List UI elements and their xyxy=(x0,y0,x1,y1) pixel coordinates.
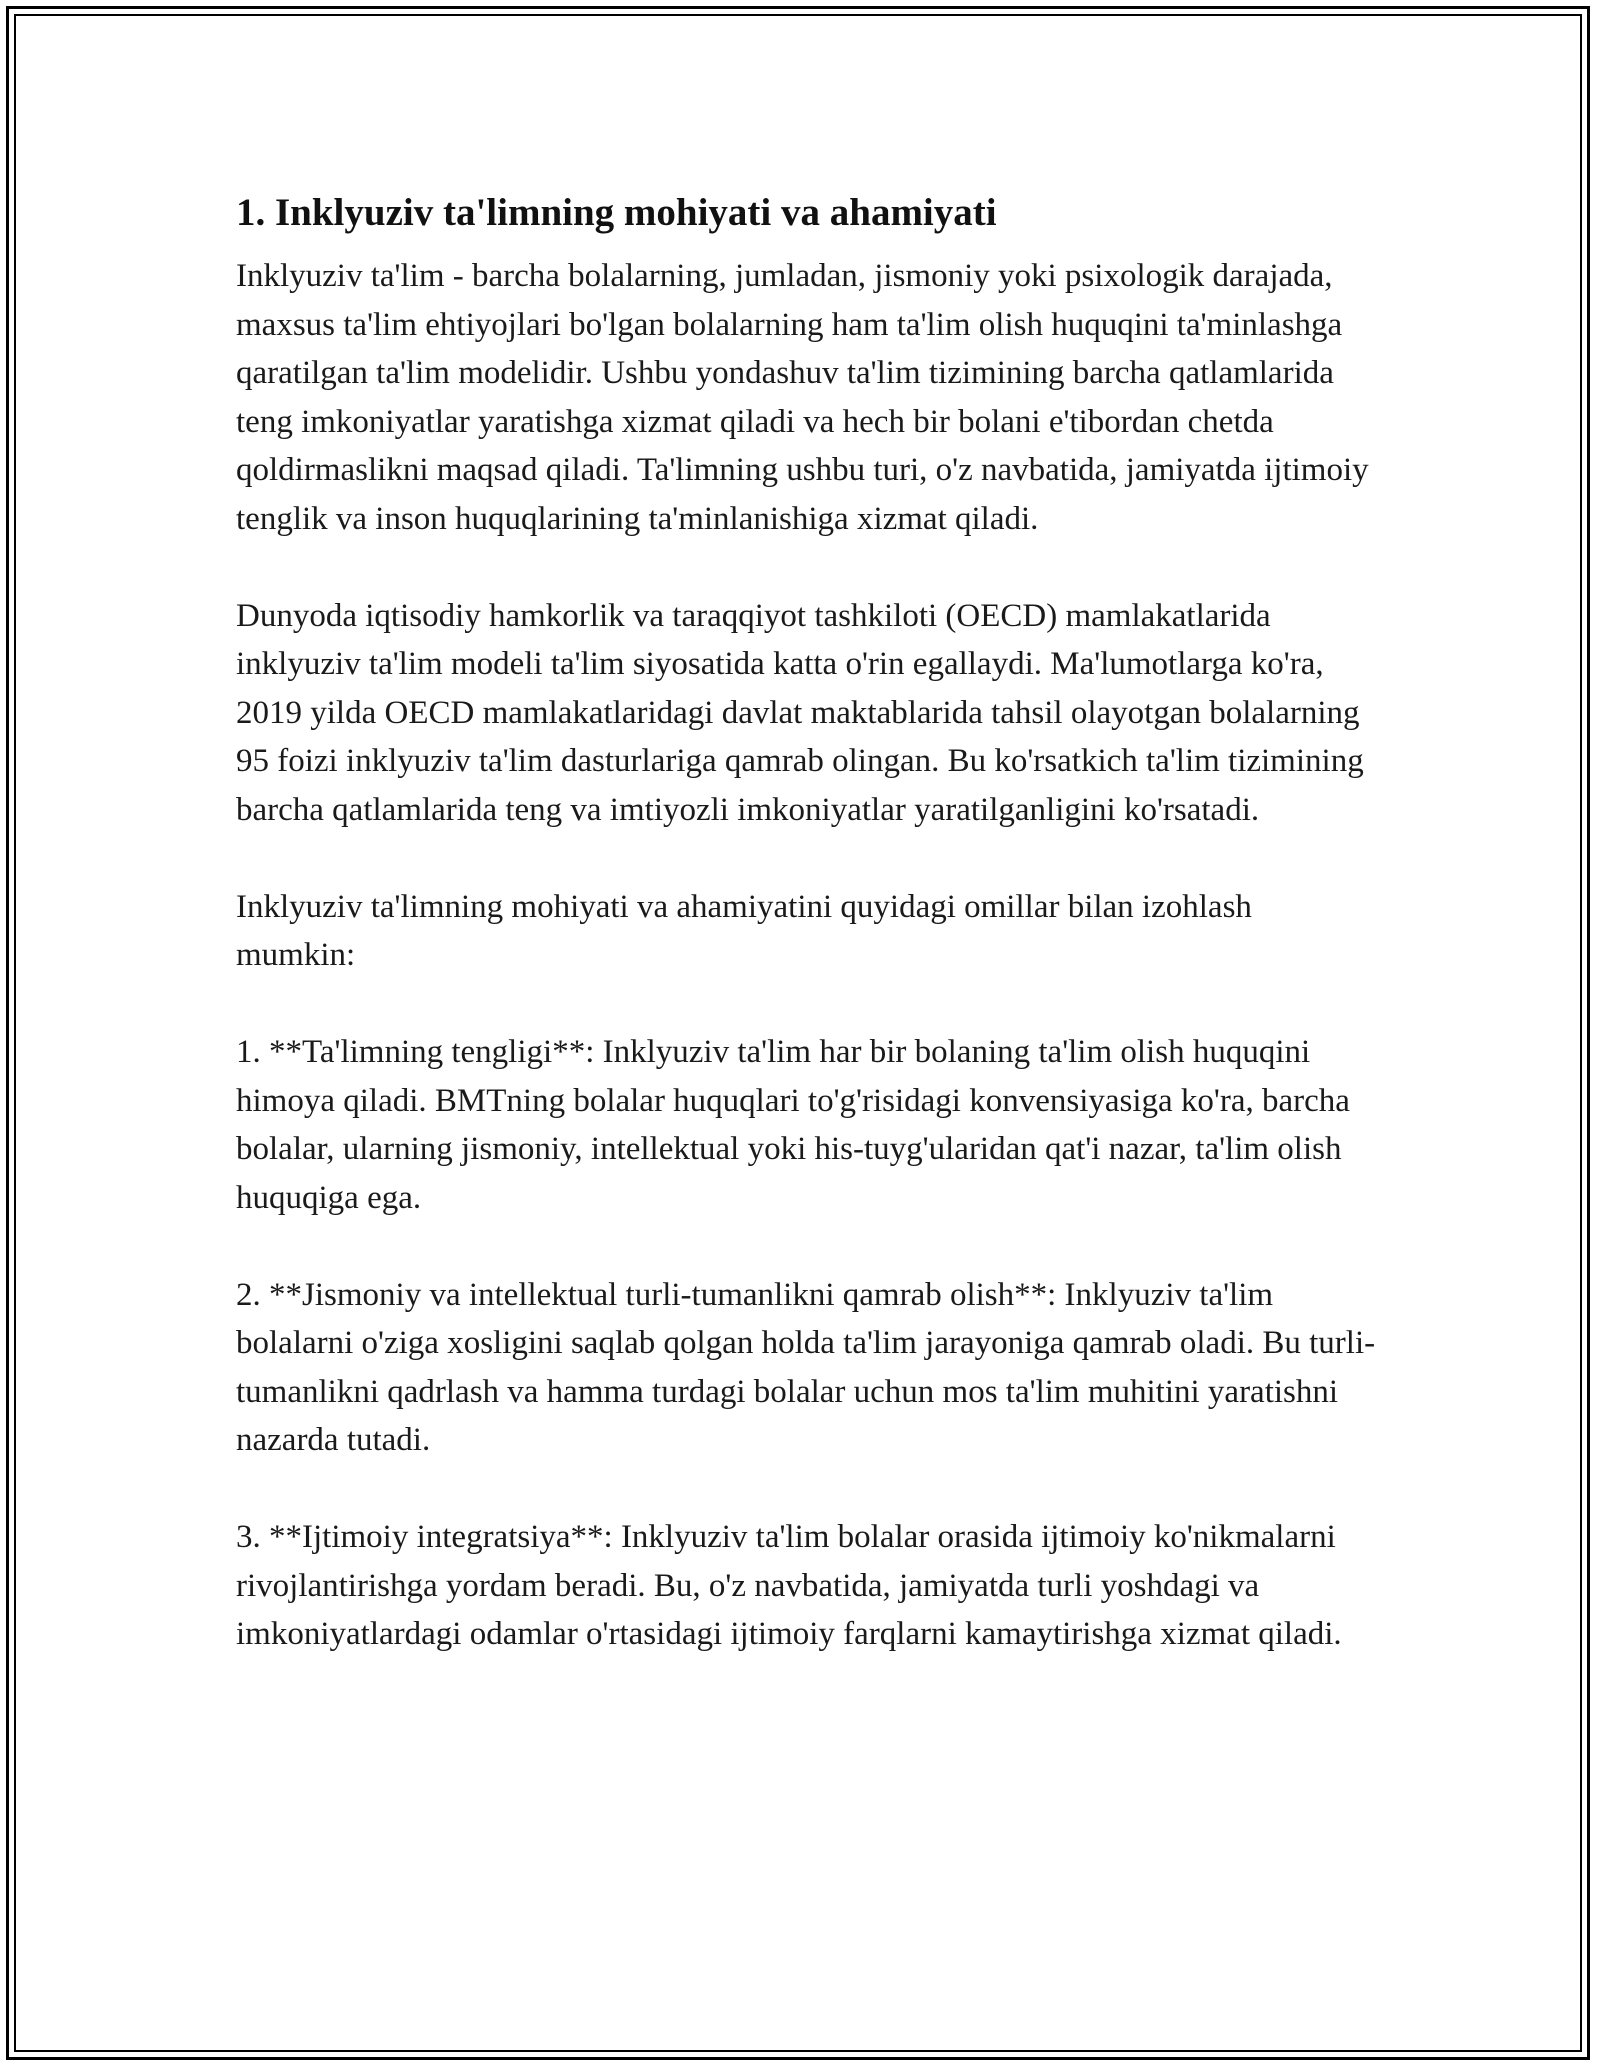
list-item-equality: 1. **Ta'limning tengligi**: Inklyuziv ta'lim har bir bolaning ta'lim olish huquqini himoya qiladi. BMTning bolalar huquqlari to'g'risidagi konvensiyasiga ko'ra, barcha bolalar, ularning jismoniy, intellektual yoki his-tuyg'ularidan qat'i nazar, ta'lim olish huquqiga ega. xyxy=(236,1034,1350,1216)
document-body xyxy=(236,184,1376,1659)
paragraph-oecd: Dunyoda iqtisodiy hamkorlik va taraqqiyot tashkiloti (OECD) mamlakatlarida inklyuziv ta'lim modeli ta'lim siyosatida katta o'rin egallaydi. Ma'lumotlarga ko'ra, 2019 yilda OECD mamlakatlaridagi davlat maktablarida tahsil olayotgan bolalarning 95 foizi inklyuziv ta'lim dasturlariga qamrab olingan. Bu ko'rsatkich ta'lim tizimining barcha qatlamlarida teng va imtiyozli imkoniyatlar yaratilganligini ko'rsatadi. xyxy=(236,597,1364,828)
list-item-integration: 3. **Ijtimoiy integratsiya**: Inklyuziv ta'lim bolalar orasida ijtimoiy ko'nikmalarni rivojlantirishga yordam beradi. Bu, o'z navbatida, jamiyatda turli yoshdagi va imkoniyatlardagi odamlar o'rtasidagi ijtimoiy farqlarni kamaytirishga xizmat qiladi. xyxy=(236,1519,1342,1652)
document-title: 1. Inklyuziv ta'limning mohiyati va ahamiyati xyxy=(236,191,997,234)
list-item-diversity: 2. **Jismoniy va intellektual turli-tumanlikni qamrab olish**: Inklyuziv ta'lim bolalarni o'ziga xosligini saqlab qolgan holda ta'lim jarayoniga qamrab oladi. Bu turli-tumanlikni qadrlash va hamma turdagi bolalar uchun mos ta'lim muhitini yaratishni nazarda tutadi. xyxy=(236,1276,1376,1458)
paragraph-factors-intro: Inklyuziv ta'limning mohiyati va ahamiyatini quyidagi omillar bilan izohlash mumkin: xyxy=(236,888,1252,973)
paragraph-intro: Inklyuziv ta'lim - barcha bolalarning, jumladan, jismoniy yoki psixologik darajada, maxsus ta'lim ehtiyojlari bo'lgan bolalarning ham ta'lim olish huquqini ta'minlashga qaratilgan ta'lim modelidir. Ushbu yondashuv ta'lim tizimining barcha qatlamlarida teng imkoniyatlar yaratishga xizmat qiladi va hech bir bolani e'tibordan chetda qoldirmaslikni maqsad qiladi. Ta'limning ushbu turi, o'z navbatida, jamiyatda ijtimoiy tenglik va inson huquqlarining ta'minlanishiga xizmat qiladi. xyxy=(236,258,1369,537)
